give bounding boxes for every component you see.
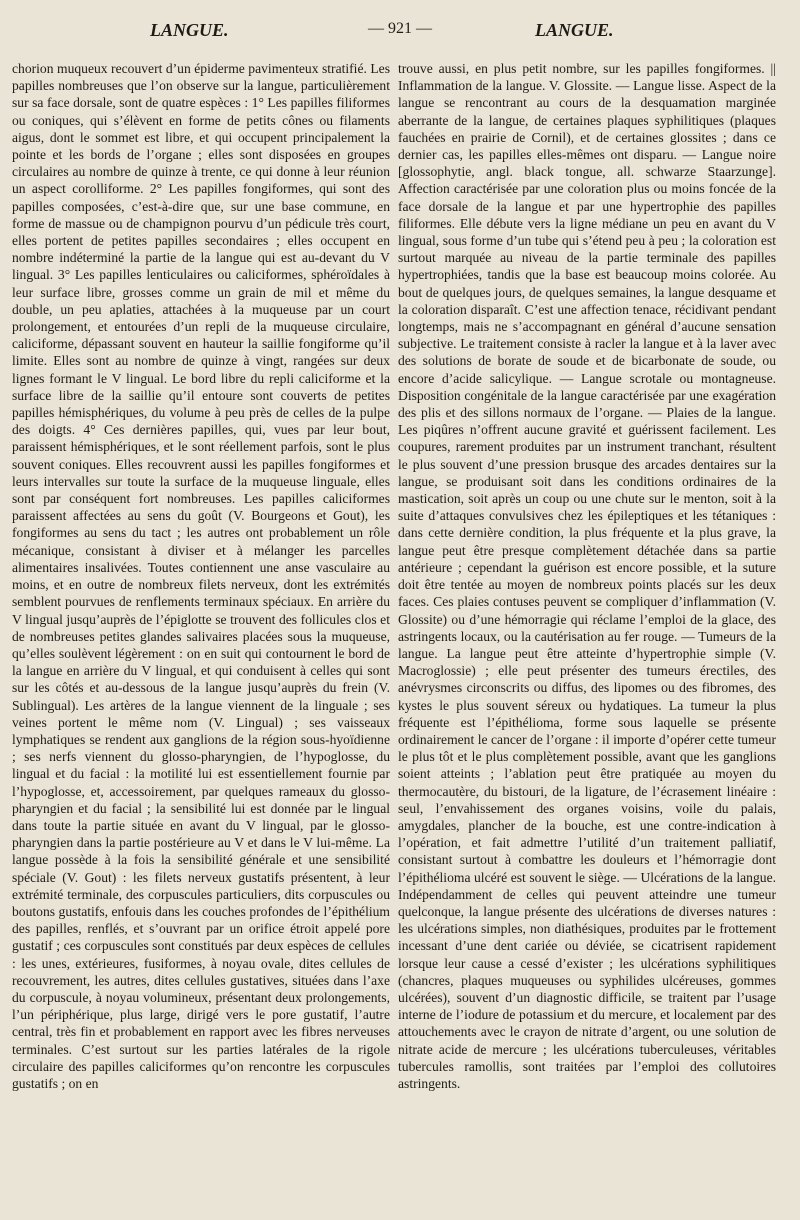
page-number: — 921 — [368,20,432,37]
running-head-right: LANGUE. [535,20,614,40]
right-column [398,60,776,1092]
right-column-text: trouve aussi, en plus petit nombre, sur les papilles fongiformes. || Inflammation de la langue. V. Glossite. — Langue lisse. Aspect de la langue se rencontrant au cours de la desquamation marginée aberrante de la langue, de certaines plaques syphilitiques (plaques fauchées en prairie de Cornil), et de certaines glossites ; dans ce dernier cas, les papilles elles-mêmes ont disparu. — Langue noire [glossophytie, angl. black tongue, all. schwarze Staarzunge]. Affection caractérisée par une coloration plus ou moins foncée de la face dorsale de la langue et par une hypertrophie des papilles filiformes. Elle débute vers la ligne médiane un peu en avant du V lingual, sous forme d’un tube qui s’étend peu à peu ; la coloration est surtout marquée au niveau de la partie terminale des papilles hypertrophiées, tandis que la base est beaucoup moins colorée. Au bout de quelques jours, de quelques semaines, la langue desquame et la coloration disparaît. C’est une affection tenace, récidivant pendant longtemps, mais ne s’accompagnant en général d’aucune sensation subjective. Le traitement consiste à racler la langue et à la laver avec des solutions de borate de soude et de bicarbonate de soude, ou encore d’acide salicylique. — Langue scrotale ou montagneuse. Disposition congénitale de la langue caractérisée par une exagération des plis et des sillons normaux de l’organe. — Plaies de la langue. Les piqûres n’offrent aucune gravité et guérissent facilement. Les coupures, rarement produites par un instrument tranchant, résultent le plus souvent d’une pression brusque des arcades dentaires sur la langue, se produisant soit dans les conditions ordinaires de la mastication, soit après un coup ou une chute sur le menton, soit à la suite d’attaques convulsives chez les épileptiques et les tétaniques : dans cette dernière condition, la plus fréquente et la plus grave, la langue peut être presque complètement détachée dans sa partie antérieure ; cependant la guérison est encore possible, et la suture doit être tentée au moyen de nombreux points placés sur les deux faces. Ces plaies contuses peuvent se compliquer d’inflammation (V. Glossite) ou d’une hémorragie qui réclame l’emploi de la glace, des astringents locaux, ou la cautérisation au fer rouge. — Tumeurs de la langue. La langue peut être atteinte d’hypertrophie simple (V. Macroglossie) ; elle peut présenter des tumeurs érectiles, des anévrysmes circonscrits ou diffus, des lipomes ou des fibromes, des kystes le plus souvent séreux ou hydatiques. La tumeur la plus fréquente est l’épithélioma, forme sous laquelle se présente ordinairement le cancer de l’organe : il importe d’opérer cette tumeur le plus tôt et le plus complètement possible, avant que les ganglions soient atteints ; l’ablation peut être pratiquée au moyen du thermocautère, du bistouri, de la ligature, de l’écrasement linéaire : seul, l’envahissement des organes voisins, voile du palais, amygdales, plancher de la bouche, est une contre-indication à l’opération, et fait admettre l’utilité d’un traitement palliatif, consistant surtout à combattre les douleurs et l’hémorragie dont l’épithélioma ulcéré est souvent le siège. — Ulcérations de la langue. Indépendamment de celles qui peuvent atteindre une tumeur quelconque, la langue présente des ulcérations de diverses natures : les ulcérations simples, non diathésiques, produites par le frottement incessant d’une dent cariée ou déviée, se cicatrisent rapidement lorsque leur cause a cessé d’exister ; les ulcérations syphilitiques (chancres, plaques muqueuses ou syphilides ulcéreuses, gommes ulcérées), souvent d’un diagnostic difficile, se traitent par l’usage interne de l’iodure de potassium et du mercure, et localement par des attouchements avec le crayon de nitrate d’argent, ou une solution de nitrate acide de mercure ; les ulcérations tuberculeuses, véritables tubercules ramollis, sont traitées par l’emploi des collutoires astringents. [398,61,776,1091]
page-header [0,14,800,46]
left-column-text: chorion muqueux recouvert d’un épiderme pavimenteux stratifié. Les papilles nombreuses que l’on observe sur la langue, particulièrement sur sa face dorsale, sont de quatre espèces : 1° Les papilles filiformes ou coniques, qui s’élèvent en forme de petits cônes ou filaments aigus, dont le sommet est libre, et qui occupent principalement la pointe et les bords de l’organe ; elles sont disposées en groupes circulaires au nombre de quinze à trente, ce qui donne à leur réunion un aspect corolliforme. 2° Les papilles fongiformes, qui sont des papilles composées, c’est-à-dire que, sur une base commune, en forme de massue ou de champignon pourvu d’un pédicule très court, elles portent de petites papilles secondaires ; elles occupent en nombre indéterminé la partie de la langue qui est au-devant du V lingual. 3° Les papilles lenticulaires ou caliciformes, sphéroïdales à leur surface libre, grosses comme un grain de mil et même du double, un peu aplaties, attachées à la muqueuse par un court prolongement, et entourées d’un repli de la muqueuse circulaire, caliciforme, dépassant souvent en hauteur la saillie fongiforme qu’il limite. Elles sont au nombre de quinze à vingt, rangées sur deux lignes formant le V lingual. Le bord libre du repli caliciforme et la surface libre de la saillie qu’il entoure sont couverts de petites papilles hémisphériques, du volume à peu près de celles de la pulpe des doigts. 4° Ces dernières papilles, qui, vues par leur bout, paraissent hémisphériques, et le sont réellement parfois, sont le plus souvent coniques. Elles recouvrent aussi les papilles fongiformes et leurs intervalles sur toute la surface de la muqueuse linguale, elles sont par conséquent fort nombreuses. Les papilles caliciformes paraissent affectées au sens du goût (V. Bourgeons et Gout), les fongiformes au sens du tact ; les autres ont probablement un rôle mécanique, consistant à diviser et à mélanger les parcelles alimentaires insalivées. Toutes contiennent une anse vasculaire au moins, et en outre de nombreux filets nerveux, dont les extrémités semblent pourvues de renflements terminaux spéciaux. En arrière du V lingual jusqu’auprès de l’épiglotte se trouvent des follicules clos et de nombreuses petites glandes salivaires placées sous la muqueuse, qu’elles soulèvent légèrement : on en suit qui contournent le bord de la langue en arrière du V lingual, et qui conduisent à celles qui sont sur les côtés et au-dessous de la langue jusqu’auprès du frein (V. Sublingual). Les artères de la langue viennent de la linguale ; ses veines portent le même nom (V. Lingual) ; ses vaisseaux lymphatiques se rendent aux ganglions de la région sous-hyoïdienne ; ses nerfs viennent du glosso-pharyngien, de l’hypoglosse, du lingual et du facial : la motilité lui est essentiellement fournie par l’hypoglosse, et, accessoirement, par quelques rameaux du glosso-pharyngien et du facial ; la sensibilité lui est donnée par le lingual dans toute la partie située en avant du V lingual, par le glosso-pharyngien dans la partie postérieure au V et dans le V lui-même. La langue possède à la fois la sensibilité générale et une sensibilité spéciale (V. Gout) : les filets nerveux gustatifs présentent, à leur extrémité terminale, des corpuscules particuliers, dits corpuscules ou boutons gustatifs, enfouis dans les couches profondes de l’épithélium des papilles, renflés, et s’ouvrant par un orifice étroit appelé pore gustatif ; ces corpuscules sont constitués par deux espèces de cellules : les unes, extérieures, fusiformes, à noyau ovale, dites cellules de recouvrement, les autres, dites cellules gustatives, situées dans l’axe du corpuscule, à noyau volumineux, présentant deux prolongements, l’un périphérique, plus large, dirigé vers le pore gustatif, l’autre central, très fin et probablement en rapport avec les fibres nerveuses terminales. C’est surtout sur les parties latérales de la rigole circulaire des papilles caliciformes qu’on rencontre les corpuscules gustatifs ; on en [12,61,390,1091]
left-column [12,60,390,1092]
running-head-left: LANGUE. [150,20,229,40]
